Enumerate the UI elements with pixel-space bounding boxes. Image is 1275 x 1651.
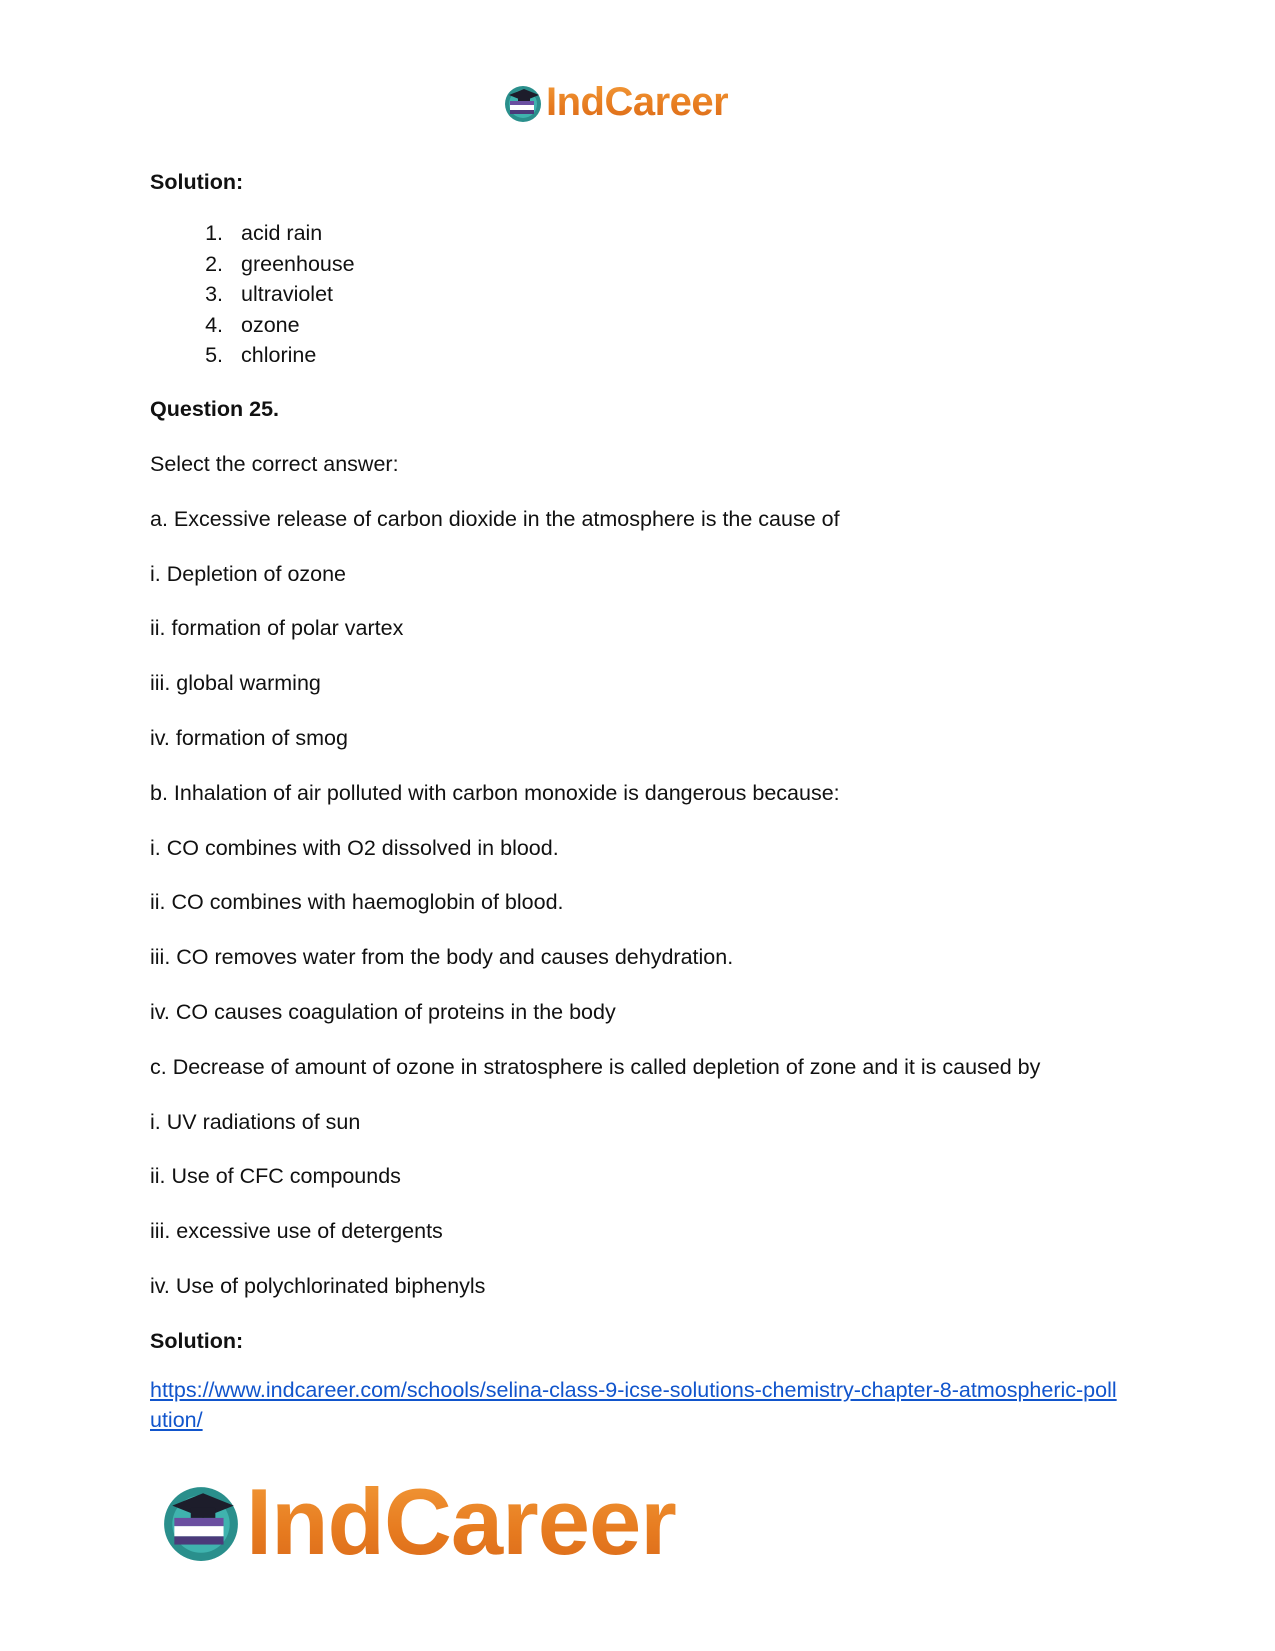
question-a-option: i. Depletion of ozone — [150, 561, 347, 586]
question-a-option: iii. global warming — [150, 671, 321, 696]
list-item: 2. greenhouse — [205, 251, 355, 276]
graduation-cap-book-icon — [503, 83, 543, 123]
list-item: 1. acid rain — [205, 221, 323, 246]
question-heading: Question 25. — [150, 397, 280, 422]
question-c-stem: c. Decrease of amount of ozone in stratosphere is called depletion of zone and it is caused by — [150, 1054, 1041, 1079]
question-b-option: iv. CO causes coagulation of proteins in the body — [150, 1000, 616, 1025]
question-c-option: iii. excessive use of detergents — [150, 1219, 443, 1244]
question-c-option: ii. Use of CFC compounds — [150, 1164, 401, 1189]
document-body — [150, 170, 1130, 1435]
question-b-option: i. CO combines with O2 dissolved in blood. — [150, 835, 559, 860]
list-item: 3. ultraviolet — [205, 282, 334, 307]
list-item: 5. chlorine — [205, 343, 317, 368]
solution-heading: Solution: — [150, 170, 244, 194]
question-c-option: iv. Use of polychlorinated biphenyls — [150, 1274, 486, 1299]
logo-text: IndCareer — [546, 80, 729, 124]
solution-answer-list — [150, 219, 1130, 372]
logo-text: IndCareer — [246, 1469, 676, 1574]
header-logo — [503, 80, 728, 125]
question-b-option: iii. CO removes water from the body and causes dehydration. — [150, 945, 734, 970]
solution-link[interactable]: https://www.indcareer.com/schools/selina-class-9-icse-solutions-chemistry-chapter-8-atmospheric-pollution/ — [150, 1377, 1117, 1432]
question-b-stem: b. Inhalation of air polluted with carbon monoxide is dangerous because: — [150, 780, 840, 805]
question-c-option: i. UV radiations of sun — [150, 1109, 361, 1134]
graduation-cap-book-icon — [160, 1481, 242, 1563]
question-a-option: ii. formation of polar vartex — [150, 616, 404, 641]
question-b-option: ii. CO combines with haemoglobin of blood. — [150, 890, 564, 915]
question-a-stem: a. Excessive release of carbon dioxide in the atmosphere is the cause of — [150, 506, 840, 531]
solution-heading: Solution: — [150, 1328, 244, 1353]
list-item: 4. ozone — [205, 312, 300, 337]
question-instruction: Select the correct answer: — [150, 452, 399, 477]
footer-logo — [160, 1468, 676, 1576]
question-a-option: iv. formation of smog — [150, 726, 348, 751]
